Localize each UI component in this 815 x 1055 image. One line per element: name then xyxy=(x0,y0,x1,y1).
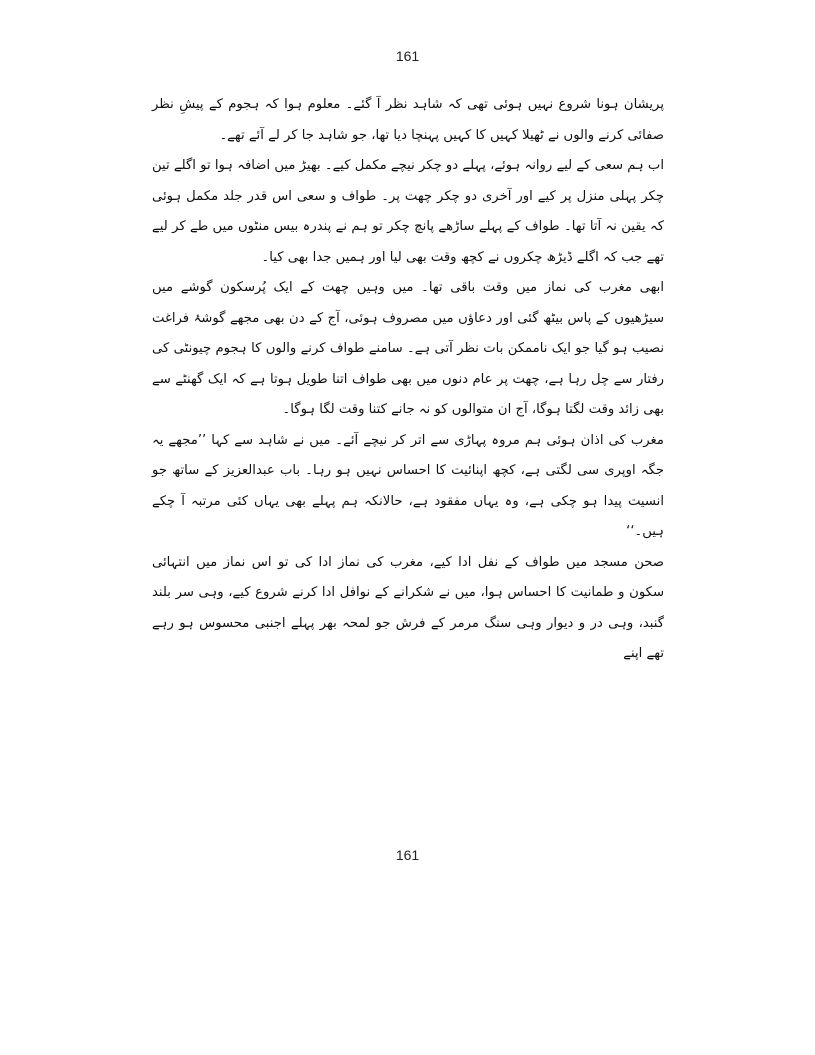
paragraph: ابھی مغرب کی نماز میں وقت باقی تھا۔ میں وہیں چھت کے ایک پُرسکون گوشے میں سیڑھیوں کے پاس بیٹھ گئی اور دعاؤں میں مصروف ہوئی، آج کے دن بھی مجھے گوشۂ فراغت نصیب ہو گیا جو ایک ناممکن بات نظر آتی ہے۔ سامنے طواف کرنے والوں کا ہجوم چیونٹی کی رفتار سے چل رہا ہے، چھت پر عام دنوں میں بھی طواف اتنا طویل ہوتا ہے کہ ایک گھنٹے سے بھی زائد وقت لگتا ہوگا، آج ان متوالوں کو نہ جانے کتنا وقت لگا ہوگا۔ xyxy=(152,280,664,417)
page-body xyxy=(152,90,664,670)
page-number-bottom: 161 xyxy=(395,847,420,863)
paragraph: پریشان ہونا شروع نہیں ہوئی تھی کہ شاہد نظر آ گئے۔ معلوم ہوا کہ ہجوم کے پیشِ نظر صفائی کرنے والوں نے ٹھیلا کہیں کا کہیں پہنچا دیا تھا، جو شاہد جا کر لے آئے تھے۔ xyxy=(152,97,664,143)
paragraph: مغرب کی اذان ہوئی ہم مروہ پہاڑی سے اتر کر نیچے آئے۔ میں نے شاہد سے کہا ’’مجھے یہ جگہ اوپری سی لگتی ہے، کچھ اپنائیت کا احساس نہیں ہو رہا۔ باب عبدالعزیز کے ساتھ جو انسیت پیدا ہو چکی ہے، وہ یہاں مفقود ہے، حالانکہ ہم پہلے بھی یہاں کئی مرتبہ آ چکے ہیں۔‘‘ xyxy=(152,432,664,539)
paragraph: صحن مسجد میں طواف کے نفل ادا کیے، مغرب کی نماز ادا کی تو اس نماز میں انتہائی سکون و طمانیت کا احساس ہوا، میں نے شکرانے کے نوافل ادا کرنے شروع کیے، وہی سر بلند گنبد، وہی در و دیوار وہی سنگ مرمر کے فرش جو لمحہ بھر پہلے اجنبی محسوس ہو رہے تھے اپنے xyxy=(152,554,664,661)
paragraph: اب ہم سعی کے لیے روانہ ہوئے، پہلے دو چکر نیچے مکمل کیے۔ بھیڑ میں اضافہ ہوا تو اگلے تین چکر پہلی منزل پر کیے اور آخری دو چکر چھت پر۔ طواف و سعی اس قدر جلد مکمل ہوئی کہ یقین نہ آتا تھا۔ طواف کے پہلے ساڑھے پانچ چکر تو ہم نے پندرہ بیس منٹوں میں طے کر لیے تھے جب کہ اگلے ڈیڑھ چکروں نے کچھ وقت بھی لیا اور ہمیں جدا بھی کیا۔ xyxy=(152,158,664,265)
page-number-top: 161 xyxy=(395,48,420,64)
